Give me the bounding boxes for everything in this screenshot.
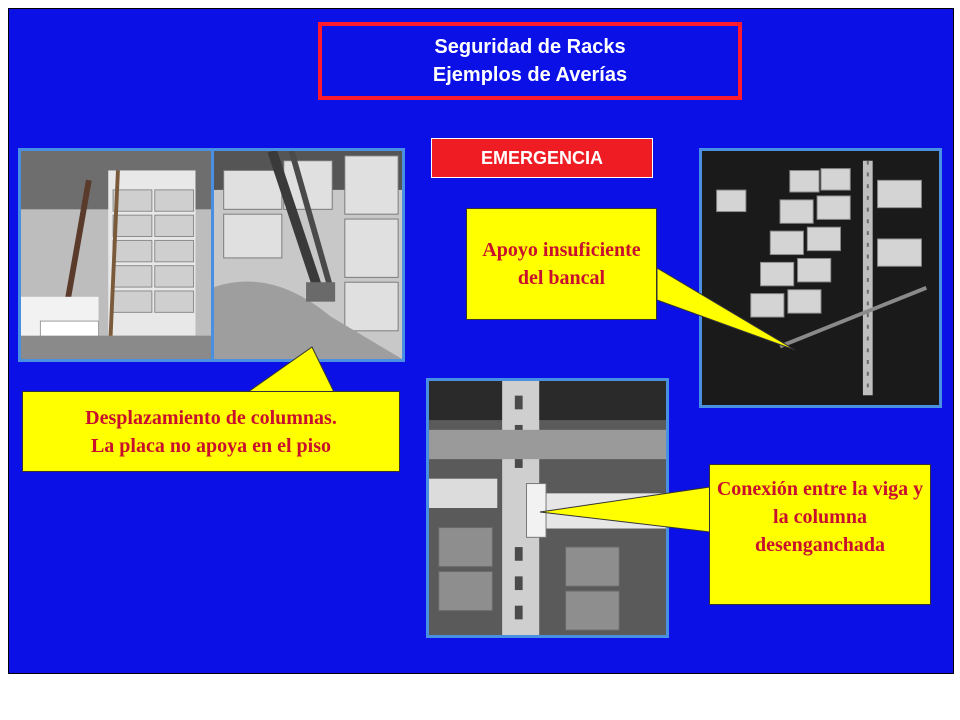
emergency-badge: EMERGENCIA <box>431 138 653 178</box>
callout-top-right-text: Apoyo insuficiente del bancal <box>482 239 641 289</box>
photo-column-displacement <box>211 148 405 362</box>
callout-pallet-support <box>466 208 657 320</box>
callout-left-line-2: La placa no apoya en el piso <box>90 434 332 457</box>
photo-pallet-support <box>699 148 942 408</box>
callout-column-displacement <box>22 391 400 472</box>
callout-bottom-right-text: Conexión entre la viga y la columna desenganchada <box>716 478 924 556</box>
photo-collapsed-rack-left <box>18 148 214 362</box>
photo-beam-connection <box>426 378 669 638</box>
title-line-2: Ejemplos de Averías <box>432 64 628 86</box>
callout-beam-connection <box>709 464 931 605</box>
title-line-1: Seguridad de Racks <box>434 36 626 58</box>
callout-left-line-1: Desplazamiento de columnas. <box>85 406 337 429</box>
title-box <box>318 22 742 100</box>
